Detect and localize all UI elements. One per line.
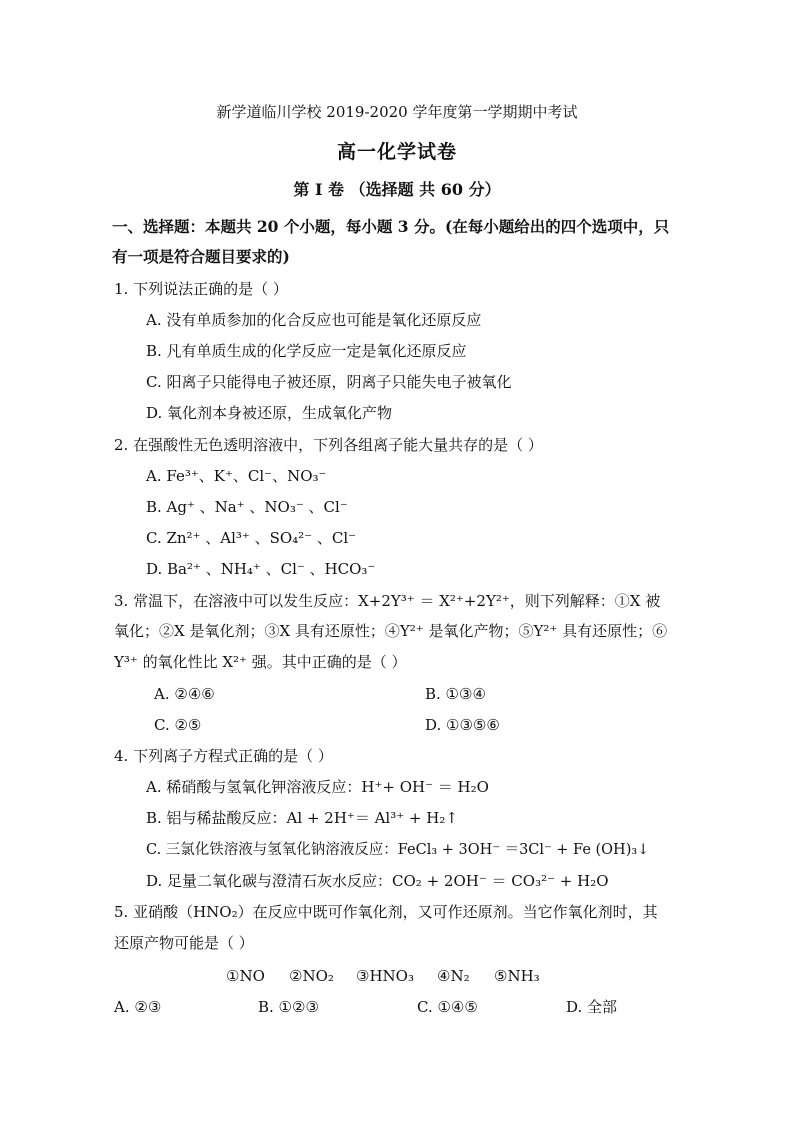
question-1-stem: 1. 下列说法正确的是（ ） (114, 280, 288, 298)
question-5-choice-4: ④N₂ (437, 967, 470, 985)
question-5-option-b: B. ①②③ (258, 998, 319, 1016)
question-5-option-c: C. ①④⑤ (417, 998, 478, 1016)
question-5-option-d: D. 全部 (566, 998, 618, 1016)
question-5-choice-2: ②NO₂ (289, 967, 334, 985)
question-3-options-row-1 (0, 684, 794, 704)
question-3-option-b: B. ①③④ (425, 685, 486, 703)
question-2-option-b: B. Ag⁺ 、Na⁺ 、NO₃⁻ 、Cl⁻ (146, 498, 348, 516)
question-4-stem: 4. 下列离子方程式正确的是（ ） (114, 747, 333, 765)
question-3-option-d: D. ①③⑤⑥ (425, 716, 500, 734)
question-1-option-b: B. 凡有单质生成的化学反应一定是氧化还原反应 (146, 342, 467, 360)
question-2-option-d: D. Ba²⁺ 、NH₄⁺ 、Cl⁻ 、HCO₃⁻ (146, 560, 376, 578)
question-1-option-c: C. 阳离子只能得电子被还原，阴离子只能失电子被氧化 (146, 373, 512, 391)
question-5-stem-line-2: 还原产物可能是（ ） (114, 934, 254, 952)
school-exam-line: 新学道临川学校 2019-2020 学年度第一学期期中考试 (216, 103, 578, 121)
question-5-choice-5: ⑤NH₃ (494, 967, 540, 985)
question-3-option-a: A. ②④⑥ (154, 685, 215, 703)
question-5-choices-row (0, 966, 794, 986)
volume-title: 第 I 卷 （选择题 共 60 分） (293, 180, 501, 199)
question-4-option-c: C. 三氯化铁溶液与氢氧化钠溶液反应：FeCl₃ + 3OH⁻ ＝3Cl⁻ + Fe (OH)₃↓ (146, 842, 650, 858)
question-5-choice-1: ①NO (226, 967, 265, 985)
question-3-stem-line-1: 3. 常温下，在溶液中可以发生反应：X+2Y³⁺ ＝ X²⁺+2Y²⁺，则下列解释：①X 被 (114, 592, 661, 610)
question-4-option-b: B. 铝与稀盐酸反应：Al + 2H⁺＝ Al³⁺ + H₂↑ (146, 809, 458, 827)
question-2-stem: 2. 在强酸性无色透明溶液中，下列各组离子能大量共存的是（ ） (114, 436, 543, 454)
question-3-stem-line-3: Y³⁺ 的氧化性比 X²⁺ 强。其中正确的是（ ） (114, 653, 407, 671)
question-4-option-d: D. 足量二氧化碳与澄清石灰水反应：CO₂ + 2OH⁻ ＝ CO₃²⁻ + H₂O (146, 872, 609, 890)
question-5-options-row (0, 997, 794, 1017)
question-3-option-c: C. ②⑤ (154, 716, 202, 734)
question-3-stem-line-2: 氧化；②X 是氧化剂；③X 具有还原性；④Y²⁺ 是氧化产物；⑤Y²⁺ 具有还原性；⑥ (114, 622, 668, 640)
question-4-option-a: A. 稀硝酸与氢氧化钾溶液反应：H⁺+ OH⁻ ＝ H₂O (146, 778, 489, 796)
question-2-option-a: A. Fe³⁺、K⁺、Cl⁻、NO₃⁻ (146, 467, 327, 485)
question-5-choice-3: ③HNO₃ (356, 967, 414, 985)
section-instruction-line-2: 有一项是符合题目要求的) (112, 247, 290, 266)
question-1-option-a: A. 没有单质参加的化合反应也可能是氧化还原反应 (146, 311, 482, 329)
question-5-option-a: A. ②③ (114, 998, 162, 1016)
question-1-option-d: D. 氧化剂本身被还原，生成氧化产物 (146, 404, 393, 422)
question-3-options-row-2 (0, 715, 794, 735)
question-2-option-c: C. Zn²⁺ 、Al³⁺ 、SO₄²⁻ 、Cl⁻ (146, 529, 357, 547)
page-title: 高一化学试卷 (336, 141, 457, 163)
question-5-stem-line-1: 5. 亚硝酸（HNO₂）在反应中既可作氧化剂，又可作还原剂。当它作氧化剂时，其 (114, 903, 658, 921)
section-instruction-line-1: 一、选择题：本题共 20 个小题，每小题 3 分。(在每小题给出的四个选项中，只 (112, 217, 670, 236)
